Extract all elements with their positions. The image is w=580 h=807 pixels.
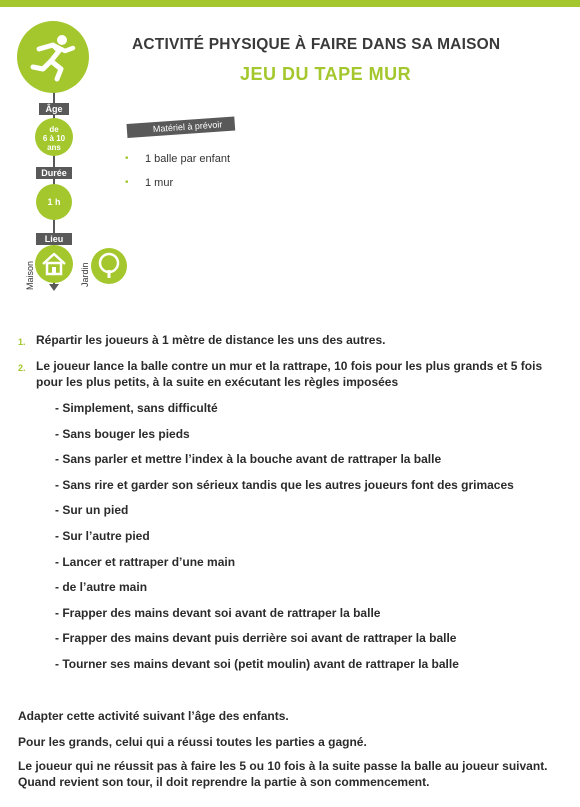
bullet-icon: •	[125, 153, 129, 164]
rule-item: - Sans rire et garder son sérieux tandis que les autres joueurs font des grimaces	[55, 478, 514, 492]
maison-label: Maison	[25, 260, 35, 290]
footer-paragraph: Pour les grands, celui qui a réussi toutes les parties a gagné.	[18, 735, 367, 749]
step-text: Le joueur lance la balle contre un mur et la rattrape, 10 fois pour les plus grands et 5 fois pour les plus petits, à la suite en exécutant les règles imposées	[36, 359, 543, 389]
rule-item: - Sur l’autre pied	[55, 529, 150, 543]
house-icon	[35, 245, 73, 283]
age-value-badge	[35, 118, 73, 156]
rule-item: - Frapper des mains devant puis derrière soi avant de rattraper la balle	[55, 631, 457, 645]
duree-value-badge: 1 h	[36, 184, 72, 220]
age-value-line3: ans	[47, 143, 61, 152]
lieu-label: Lieu	[36, 233, 72, 245]
step-text: Répartir les joueurs à 1 mètre de distance les uns des autres.	[36, 333, 386, 347]
step-number: 2.	[18, 363, 26, 373]
list-item	[18, 358, 563, 390]
rule-item: - Frapper des mains devant soi avant de rattraper la balle	[55, 606, 381, 620]
step-number: 1.	[18, 337, 26, 347]
materiel-list	[125, 153, 230, 201]
rule-item: - Sur un pied	[55, 503, 129, 517]
list-item	[18, 332, 563, 350]
list-item	[125, 153, 230, 177]
rule-item: - Sans parler et mettre l’index à la bouche avant de rattraper la balle	[55, 452, 442, 466]
rule-item: - Tourner ses mains devant soi (petit moulin) avant de rattraper la balle	[55, 657, 459, 671]
page-title: ACTIVITÉ PHYSIQUE À FAIRE DANS SA MAISON	[132, 36, 501, 53]
age-value-line2: 6 à 10	[42, 134, 66, 143]
tree-icon	[91, 248, 127, 284]
materiel-item-text: 1 balle par enfant	[145, 153, 231, 165]
age-value-line1: de	[49, 125, 59, 134]
runner-icon	[17, 21, 89, 93]
footer-paragraph: Le joueur qui ne réussit pas à faire les 5 ou 10 fois à la suite passe la balle au joueur suivant. Quand revient son tour, il doit reprendre la partie à son commencement.	[18, 759, 548, 789]
rule-item: - Simplement, sans difficulté	[55, 401, 218, 415]
materiel-item-text: 1 mur	[145, 177, 174, 189]
timeline-arrow	[49, 284, 59, 291]
age-label: Âge	[39, 103, 69, 115]
footer-paragraph: Adapter cette activité suivant l’âge des enfants.	[18, 709, 289, 723]
list-item	[125, 177, 230, 201]
page-subtitle: JEU DU TAPE MUR	[240, 64, 412, 84]
rule-item: - Sans bouger les pieds	[55, 427, 190, 441]
rule-item: - Lancer et rattraper d’une main	[55, 555, 236, 569]
rule-item: - de l’autre main	[55, 580, 148, 594]
top-accent-bar	[0, 0, 580, 7]
bullet-icon: •	[125, 177, 129, 188]
duree-label: Durée	[36, 167, 72, 179]
materiel-label: Matériel à prévoir	[127, 117, 235, 138]
steps-list	[18, 332, 563, 398]
jardin-label: Jardin	[80, 262, 90, 287]
